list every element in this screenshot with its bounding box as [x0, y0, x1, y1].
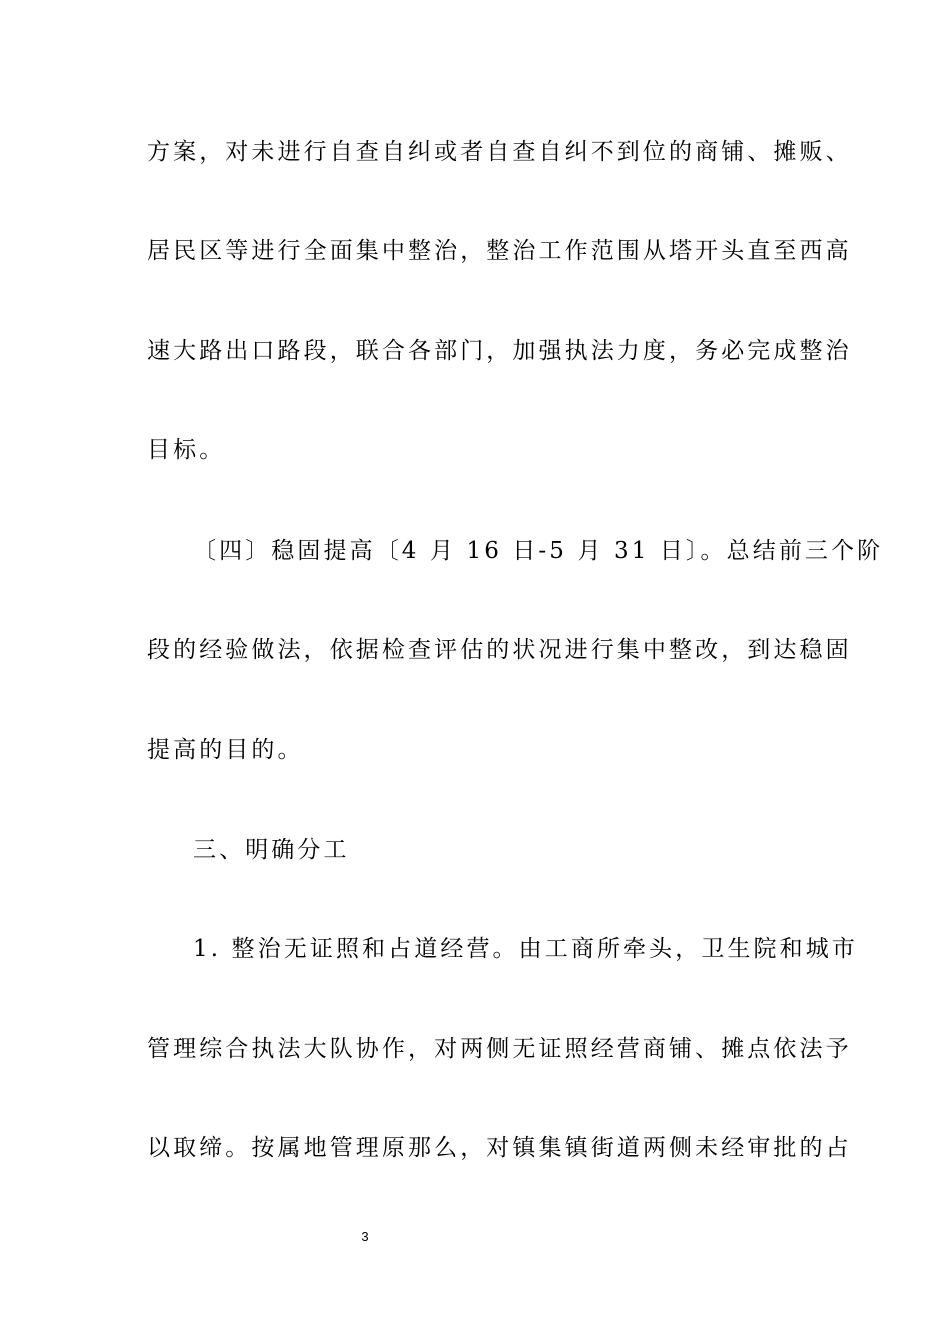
text-line: 1. 整治无证照和占道经营。由工商所牵头，卫生院和城市: [193, 936, 858, 962]
text-line: 方案，对未进行自查自纠或者自查自纠不到位的商铺、摊贩、: [147, 139, 852, 165]
section-heading: 三、明确分工: [193, 837, 350, 863]
text-line: 管理综合执法大队协作，对两侧无证照经营商铺、摊点依法予: [147, 1036, 852, 1062]
text-line: 居民区等进行全面集中整治，整治工作范围从塔开头直至西高: [147, 238, 852, 264]
text-line: 〔四〕稳固提高〔4 月 16 日-5 月 31 日〕。总结前三个阶: [193, 538, 884, 564]
text-line: 速大路出口路段，联合各部门，加强执法力度，务必完成整治: [147, 338, 852, 364]
text-line: 段的经验做法，依据检查评估的状况进行集中整改，到达稳固: [147, 637, 852, 663]
text-line: 以取缔。按属地管理原那么，对镇集镇街道两侧未经审批的占: [147, 1135, 852, 1161]
page-number: 3: [361, 1229, 369, 1244]
text-line: 提高的目的。: [147, 737, 304, 763]
text-line: 目标。: [147, 437, 226, 463]
